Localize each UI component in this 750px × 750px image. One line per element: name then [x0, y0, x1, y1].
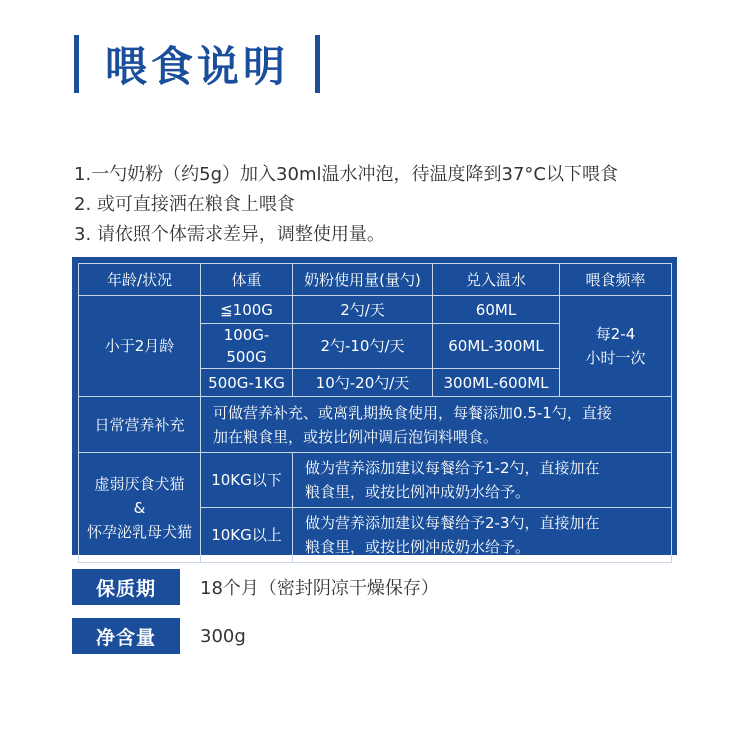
water-cell: 60ML-300ML — [433, 324, 560, 369]
net-content-row — [72, 618, 246, 654]
special-text-line: 粮食里，或按比例冲成奶水给予。 — [305, 483, 531, 501]
feeding-table-panel — [72, 257, 677, 555]
table-row — [79, 397, 672, 453]
frequency-cell — [560, 296, 672, 397]
instruction-item: 1.一勺奶粉（约5g）加入30ml温水冲泡，待温度降到37°C以下喂食 — [74, 164, 618, 185]
shelf-life-label: 保质期 — [72, 569, 180, 605]
net-content-value: 300g — [200, 625, 246, 647]
net-content-label: 净含量 — [72, 618, 180, 654]
weight-cell: 10KG以下 — [201, 453, 293, 508]
special-text-line: 粮食里，或按比例冲成奶水给予。 — [305, 538, 531, 556]
instructions-list — [74, 160, 618, 250]
special-text-line: 做为营养添加建议每餐给予2-3勺，直接加在 — [305, 514, 600, 532]
table-row — [79, 453, 672, 508]
instruction-item: 3. 请依照个体需求差异，调整使用量。 — [74, 224, 385, 245]
water-cell: 300ML-600ML — [433, 369, 560, 397]
amount-cell: 10勺-20勺/天 — [293, 369, 433, 397]
special-label-line: 怀孕泌乳母犬猫 — [86, 522, 192, 541]
special-text — [293, 508, 672, 563]
page-title: 喂食说明 — [105, 42, 290, 91]
header-age: 年龄/状况 — [79, 264, 201, 296]
weight-cell: 500G-1KG — [201, 369, 293, 397]
special-label — [79, 453, 201, 563]
header-frequency: 喂食频率 — [560, 264, 672, 296]
shelf-life-value: 18个月（密封阴凉干燥保存） — [200, 578, 439, 599]
feeding-table — [78, 263, 672, 563]
daily-text-line: 加在粮食里，或按比例冲调后泡饲料喂食。 — [213, 427, 499, 446]
water-cell: 60ML — [433, 296, 560, 324]
header-water: 兑入温水 — [433, 264, 560, 296]
special-text — [293, 453, 672, 508]
frequency-line: 每2-4 — [595, 325, 636, 343]
weight-cell: ≦100G — [201, 296, 293, 324]
infant-label: 小于2月龄 — [79, 296, 201, 397]
title-block — [74, 34, 320, 94]
shelf-life-row — [72, 569, 439, 605]
header-weight: 体重 — [201, 264, 293, 296]
daily-label: 日常营养补充 — [79, 397, 201, 453]
weight-cell: 100G-500G — [201, 324, 293, 369]
weight-cell: 10KG以上 — [201, 508, 293, 563]
special-label-line: 虚弱厌食犬猫 — [94, 474, 185, 493]
special-text-line: 做为营养添加建议每餐给予1-2勺，直接加在 — [305, 459, 600, 477]
daily-text-line: 可做营养补充、或离乳期换食使用，每餐添加0.5-1勺，直接 — [213, 403, 612, 422]
special-label-line: & — [133, 498, 146, 517]
daily-text — [201, 397, 672, 453]
header-amount: 奶粉使用量(量勺) — [293, 264, 433, 296]
amount-cell: 2勺/天 — [293, 296, 433, 324]
table-row — [79, 296, 672, 324]
instruction-item: 2. 或可直接洒在粮食上喂食 — [74, 194, 295, 215]
title-right-bar — [315, 35, 320, 93]
frequency-line: 小时一次 — [585, 349, 646, 367]
table-header-row — [79, 264, 672, 296]
amount-cell: 2勺-10勺/天 — [293, 324, 433, 369]
title-left-bar — [74, 35, 79, 93]
